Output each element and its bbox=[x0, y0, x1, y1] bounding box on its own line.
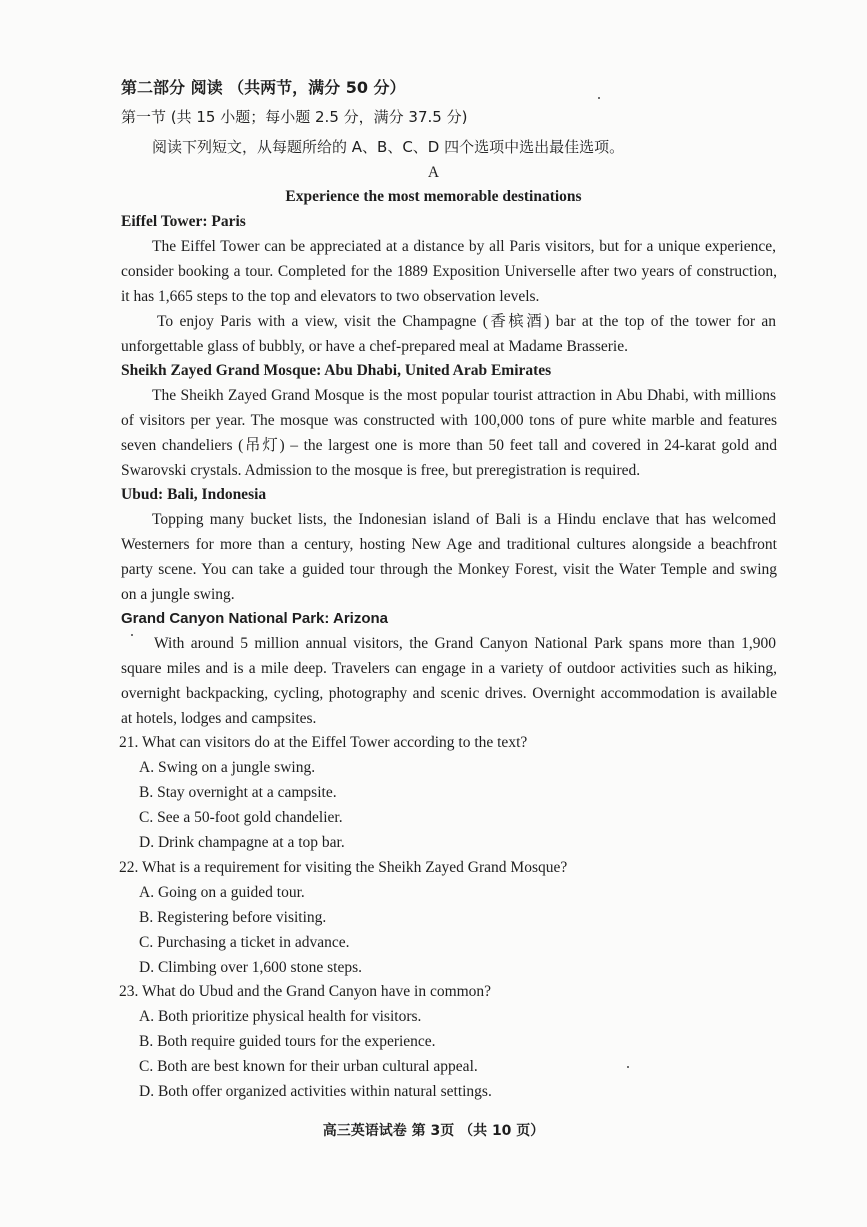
paragraph-line: party scene. You can take a guided tour through the Monkey Forest, visit the Water Temple and swing bbox=[121, 561, 777, 578]
passage-letter: A bbox=[427, 164, 440, 181]
section-heading: Eiffel Tower: Paris bbox=[121, 213, 246, 230]
answer-option[interactable]: D. Drink champagne at a top bar. bbox=[139, 834, 345, 851]
paragraph-line: The Eiffel Tower can be appreciated at a distance by all Paris visitors, but for a unique experience, bbox=[152, 238, 776, 255]
paragraph-line: Swarovski crystals. Admission to the mosque is free, but preregistration is required. bbox=[121, 462, 641, 479]
section-heading: Ubud: Bali, Indonesia bbox=[121, 486, 267, 503]
scan-speck bbox=[627, 1066, 629, 1068]
answer-option[interactable]: B. Both require guided tours for the experience. bbox=[139, 1033, 436, 1050]
paragraph-line: The Sheikh Zayed Grand Mosque is the most popular tourist attraction in Abu Dhabi, with millions bbox=[152, 387, 776, 404]
question-stem: 21. What can visitors do at the Eiffel Tower according to the text? bbox=[119, 734, 528, 751]
section-heading: Grand Canyon National Park: Arizona bbox=[121, 610, 388, 627]
scan-speck bbox=[131, 634, 133, 636]
paragraph-line: on a jungle swing. bbox=[121, 586, 235, 603]
paragraph-line: square miles and is a mile deep. Travelers can engage in a variety of outdoor activities such as hiking, bbox=[121, 660, 777, 677]
answer-option[interactable]: A. Going on a guided tour. bbox=[139, 884, 305, 901]
answer-option[interactable]: B. Registering before visiting. bbox=[139, 909, 327, 926]
paragraph-line: overnight backpacking, cycling, photography and scenic drives. Overnight accommodation is available bbox=[121, 685, 777, 702]
answer-option[interactable]: D. Both offer organized activities within natural settings. bbox=[139, 1083, 492, 1100]
question-stem: 22. What is a requirement for visiting the Sheikh Zayed Grand Mosque? bbox=[119, 859, 568, 876]
paragraph-line: of visitors per year. The mosque was constructed with 100,000 tons of pure white marble and features bbox=[121, 412, 777, 429]
section-title: 第一节 (共 15 小题；每小题 2.5 分，满分 37.5 分) bbox=[121, 108, 468, 126]
question-stem: 23. What do Ubud and the Grand Canyon have in common? bbox=[119, 983, 492, 1000]
scan-speck bbox=[598, 97, 600, 99]
paragraph-line: Westerners for more than a century, hosting New Age and traditional cultures alongside a beachfront bbox=[121, 536, 777, 553]
instruction: 阅读下列短文，从每题所给的 A、B、C、D 四个选项中选出最佳选项。 bbox=[152, 138, 625, 156]
paragraph-line: consider booking a tour. Completed for the 1889 Exposition Universelle after two years of construction, bbox=[121, 263, 777, 280]
passage-title: Experience the most memorable destinations bbox=[285, 188, 582, 205]
answer-option[interactable]: C. Purchasing a ticket in advance. bbox=[139, 934, 350, 951]
answer-option[interactable]: B. Stay overnight at a campsite. bbox=[139, 784, 337, 801]
answer-option[interactable]: C. See a 50-foot gold chandelier. bbox=[139, 809, 343, 826]
section-heading: Sheikh Zayed Grand Mosque: Abu Dhabi, United Arab Emirates bbox=[121, 362, 552, 379]
paragraph-line: seven chandeliers (吊灯) – the largest one is more than 50 feet tall and covered in 24-karat gold and bbox=[121, 437, 777, 454]
paragraph-line: unforgettable glass of bubbly, or have a chef-prepared meal at Madame Brasserie. bbox=[121, 338, 628, 355]
answer-option[interactable]: C. Both are best known for their urban cultural appeal. bbox=[139, 1058, 478, 1075]
answer-option[interactable]: A. Swing on a jungle swing. bbox=[139, 759, 316, 776]
paragraph-line: it has 1,665 steps to the top and elevators to two observation levels. bbox=[121, 288, 540, 305]
paragraph-line: With around 5 million annual visitors, the Grand Canyon National Park spans more than 1,900 bbox=[154, 635, 776, 652]
paragraph-line: Topping many bucket lists, the Indonesian island of Bali is a Hindu enclave that has welcomed bbox=[152, 511, 776, 528]
paragraph-line: at hotels, lodges and campsites. bbox=[121, 710, 317, 727]
answer-option[interactable]: D. Climbing over 1,600 stone steps. bbox=[139, 959, 363, 976]
answer-option[interactable]: A. Both prioritize physical health for visitors. bbox=[139, 1008, 422, 1025]
part-title: 第二部分 阅读 （共两节，满分 50 分） bbox=[121, 78, 406, 97]
page-footer: 高三英语试卷 第 3页 （共 10 页） bbox=[322, 1123, 545, 1139]
paragraph-line: To enjoy Paris with a view, visit the Champagne (香槟酒) bar at the top of the tower for an bbox=[157, 313, 776, 330]
